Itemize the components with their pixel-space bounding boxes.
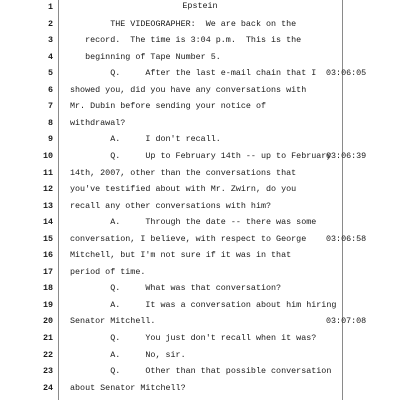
line-number: 14 — [42, 217, 53, 228]
line-number: 20 — [42, 316, 53, 327]
transcript-line — [0, 50, 400, 64]
transcript-line — [0, 116, 400, 130]
transcript-line — [0, 166, 400, 180]
line-number: 6 — [47, 84, 53, 95]
line-number: 5 — [47, 68, 53, 79]
line-number: 22 — [42, 349, 53, 360]
line-text: period of time. — [70, 266, 146, 277]
line-text: A. No, sir. — [70, 349, 186, 360]
line-text: THE VIDEOGRAPHER: We are back on the — [70, 18, 297, 29]
line-text: 14th, 2007, other than the conversations that — [70, 167, 297, 178]
line-number: 18 — [42, 283, 53, 294]
transcript-line — [0, 149, 400, 163]
line-text: Mitchell, but I'm not sure if it was in that — [70, 250, 292, 261]
transcript-line — [0, 281, 400, 295]
line-timestamp: 03:06:58 — [326, 233, 367, 244]
line-number: 13 — [42, 200, 53, 211]
line-text: Q. What was that conversation? — [70, 283, 282, 294]
witness-name-header: Epstein — [182, 1, 218, 11]
transcript-line — [0, 83, 400, 97]
transcript-line — [0, 215, 400, 229]
transcript-line — [0, 348, 400, 362]
transcript-line — [0, 331, 400, 345]
line-text: showed you, did you have any conversations with — [70, 84, 307, 95]
line-number: 8 — [47, 117, 53, 128]
line-text: Mr. Dubin before sending your notice of — [70, 101, 267, 112]
transcript-line — [0, 132, 400, 146]
line-number: 19 — [42, 299, 53, 310]
line-number: 17 — [42, 266, 53, 277]
line-number: 11 — [42, 167, 53, 178]
line-text: A. I don't recall. — [70, 134, 221, 145]
transcript-line — [0, 364, 400, 378]
transcript-line — [0, 182, 400, 196]
line-number: 1 — [47, 2, 53, 12]
line-text: A. It was a conversation about him hiring — [70, 299, 337, 310]
transcript-line — [0, 199, 400, 213]
line-text: conversation, I believe, with respect to George — [70, 233, 307, 244]
transcript-line — [0, 381, 400, 395]
line-number: 24 — [42, 382, 53, 393]
transcript-line — [0, 99, 400, 113]
transcript-line — [0, 17, 400, 31]
line-number: 9 — [47, 134, 53, 145]
line-text: record. The time is 3:04 p.m. This is the — [70, 35, 302, 46]
transcript-line — [0, 232, 400, 246]
transcript-line — [0, 298, 400, 312]
transcript-line — [0, 66, 400, 80]
line-timestamp: 03:06:05 — [326, 68, 367, 79]
line-number: 15 — [42, 233, 53, 244]
line-number: 2 — [47, 18, 53, 29]
line-text: Q. You just don't recall when it was? — [70, 333, 317, 343]
line-text: about Senator Mitchell? — [70, 382, 186, 393]
line-text: withdrawal? — [70, 117, 126, 128]
line-number: 3 — [47, 35, 53, 46]
line-number: 4 — [47, 51, 53, 62]
line-text: recall any other conversations with him? — [70, 200, 272, 211]
line-text: Senator Mitchell. — [70, 316, 156, 327]
line-text: Q. Up to February 14th -- up to February — [70, 150, 332, 161]
line-number: 21 — [42, 333, 53, 343]
transcript-line — [0, 314, 400, 328]
line-timestamp: 03:07:08 — [326, 316, 367, 327]
line-text: Q. After the last e-mail chain that I — [70, 68, 317, 79]
transcript-line — [0, 0, 400, 14]
line-number: 10 — [42, 150, 53, 161]
line-number: 12 — [42, 184, 53, 195]
line-text: you've testified about with Mr. Zwirn, do you — [70, 184, 297, 195]
transcript-line — [0, 248, 400, 262]
line-timestamp: 03:06:39 — [326, 150, 367, 161]
line-number: 16 — [42, 250, 53, 261]
line-number: 23 — [42, 366, 53, 377]
transcript-line — [0, 265, 400, 279]
line-number: 7 — [47, 101, 53, 112]
line-text: Q. Other than that possible conversation — [70, 366, 332, 377]
line-text: beginning of Tape Number 5. — [70, 51, 221, 62]
transcript-line — [0, 33, 400, 47]
line-text: A. Through the date -- there was some — [70, 217, 317, 228]
